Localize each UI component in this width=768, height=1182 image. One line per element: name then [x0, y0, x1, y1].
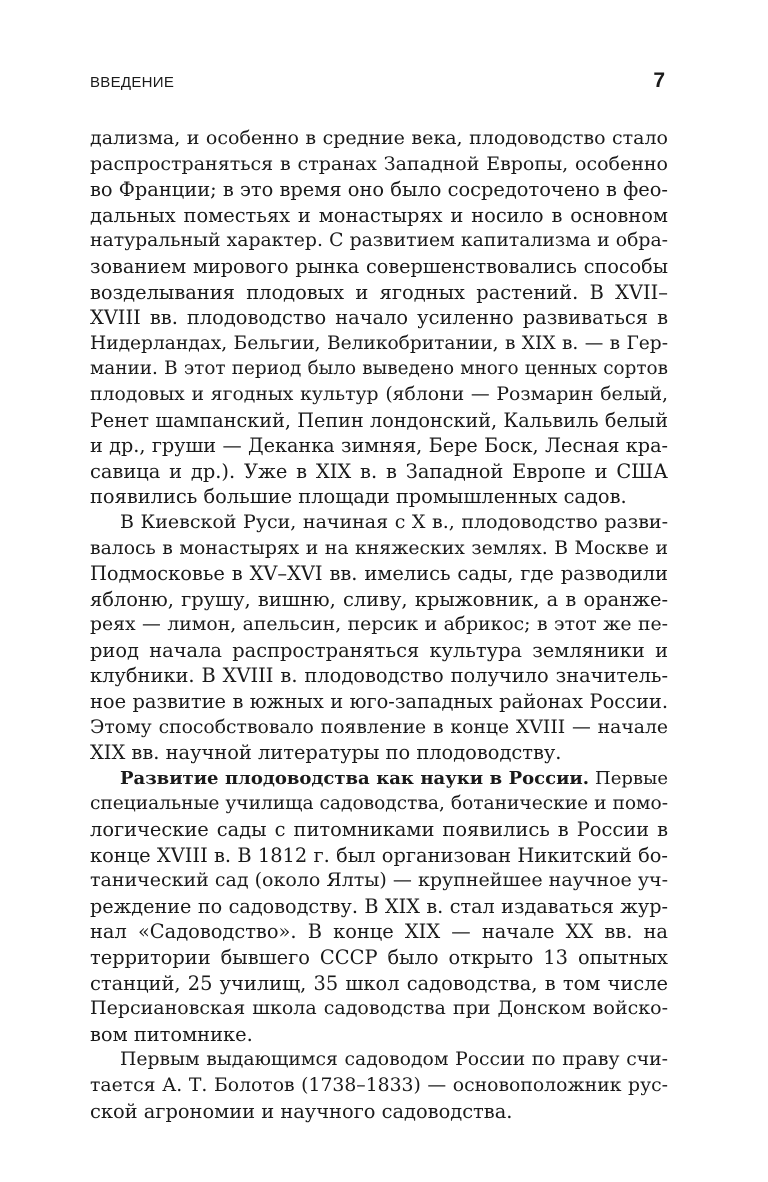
text-line: Подмосковье в XV–XVI вв. имелись сады, где разводили — [90, 562, 668, 586]
running-head: ВВЕДЕНИЕ — [90, 74, 175, 91]
text-line: дальных поместьях и монастырях и носило в основном — [90, 203, 668, 227]
page-number: 7 — [653, 69, 665, 92]
text-line: нал «Садоводство». В конце XIX — начале XX вв. на — [90, 920, 668, 944]
text-line: и др., груши — Деканка зимняя, Бере Боск, Лесная кра- — [90, 434, 668, 458]
text-line: плодовых и ягодных культур (яблони — Розмарин белый, — [90, 383, 668, 405]
text-line: Первым выдающимся садоводом России по праву счи- — [120, 1049, 668, 1071]
text-line: яблоню, грушу, вишню, сливу, крыжовник, а в оранже- — [90, 587, 668, 611]
text-line: Нидерландах, Бельгии, Великобритании, в XIX в. — в Гер- — [90, 332, 668, 354]
text-line: танический сад (около Ялты) — крупнейшее научное уч- — [90, 869, 668, 892]
text-line: зованием мирового рынка совершенствовались способы — [90, 254, 668, 278]
text-line: дализма, и особенно в средние века, плодоводство стало — [90, 127, 668, 149]
paragraph-3 — [90, 766, 668, 1048]
text-line: вом питомнике. — [90, 1022, 253, 1046]
text-line: Этому способствовало появление в конце XVIII — начале — [90, 716, 668, 738]
text-line: возделывания плодовых и ягодных растений. В XVII– — [90, 280, 668, 304]
text-line: XVIII вв. плодоводство начало усиленно развиваться в — [90, 306, 668, 330]
text-line: мании. В этот период было выведено много ценных сортов — [90, 358, 668, 380]
text-line: реях — лимон, апельсин, персик и абрикос; в этот же пе- — [90, 614, 668, 636]
text-line: клубники. В XVIII в. плодоводство получило значитель- — [90, 664, 668, 688]
run-in-heading: Развитие плодоводства как науки в России. — [120, 767, 590, 789]
paragraph-2 — [90, 510, 668, 766]
text-line — [90, 766, 668, 792]
text-line: специальные училища садоводства, ботанические и помо- — [90, 793, 668, 815]
text-line: логические сады с питомниками появились в России в — [90, 818, 668, 842]
text-line: натуральный характер. С развитием капитализма и обра- — [90, 230, 668, 252]
text-line: во Франции; в это время оно было сосредоточено в фео- — [90, 178, 668, 202]
text-line: ное развитие в южных и юго-западных районах России. — [90, 690, 668, 714]
text-line: савица и др.). Уже в XIX в. в Западной Европе и США — [90, 459, 668, 483]
text-line: появились большие площади промышленных садов. — [90, 485, 627, 509]
text-line: ской агрономии и научного садоводства. — [90, 1099, 513, 1123]
text-line: реждение по садоводству. В XIX в. стал издаваться жур- — [90, 894, 668, 918]
paragraph-1 — [90, 126, 668, 510]
text-line: территории бывшего СССР было открыто 13 опытных — [90, 946, 668, 969]
text-line: XIX вв. научной литературы по плодоводству. — [90, 741, 562, 765]
text-line: тается А. Т. Болотов (1738–1833) — основоположник рус- — [90, 1074, 668, 1096]
text-line: распространяться в странах Западной Европы, особенно — [90, 152, 668, 175]
text-line: станций, 25 училищ, 35 школ садоводства, в том числе — [90, 971, 668, 995]
heading-line-rest: Первые — [589, 767, 668, 789]
text-line: В Киевской Руси, начиная с X в., плодоводство разви- — [120, 510, 668, 533]
text-line: Ренет шампанский, Пепин лондонский, Кальвиль белый — [90, 408, 668, 432]
text-line: Персиановская школа садоводства при Донском войско- — [90, 997, 668, 1020]
text-line: конце XVIII в. В 1812 г. был организован Никитский бо- — [90, 843, 668, 867]
body-text — [90, 126, 668, 1124]
paragraph-4 — [90, 1047, 668, 1124]
text-line: валось в монастырях и на княжеских землях. В Москве и — [90, 537, 668, 559]
text-line: риод начала распространяться культура земляники и — [90, 638, 668, 662]
